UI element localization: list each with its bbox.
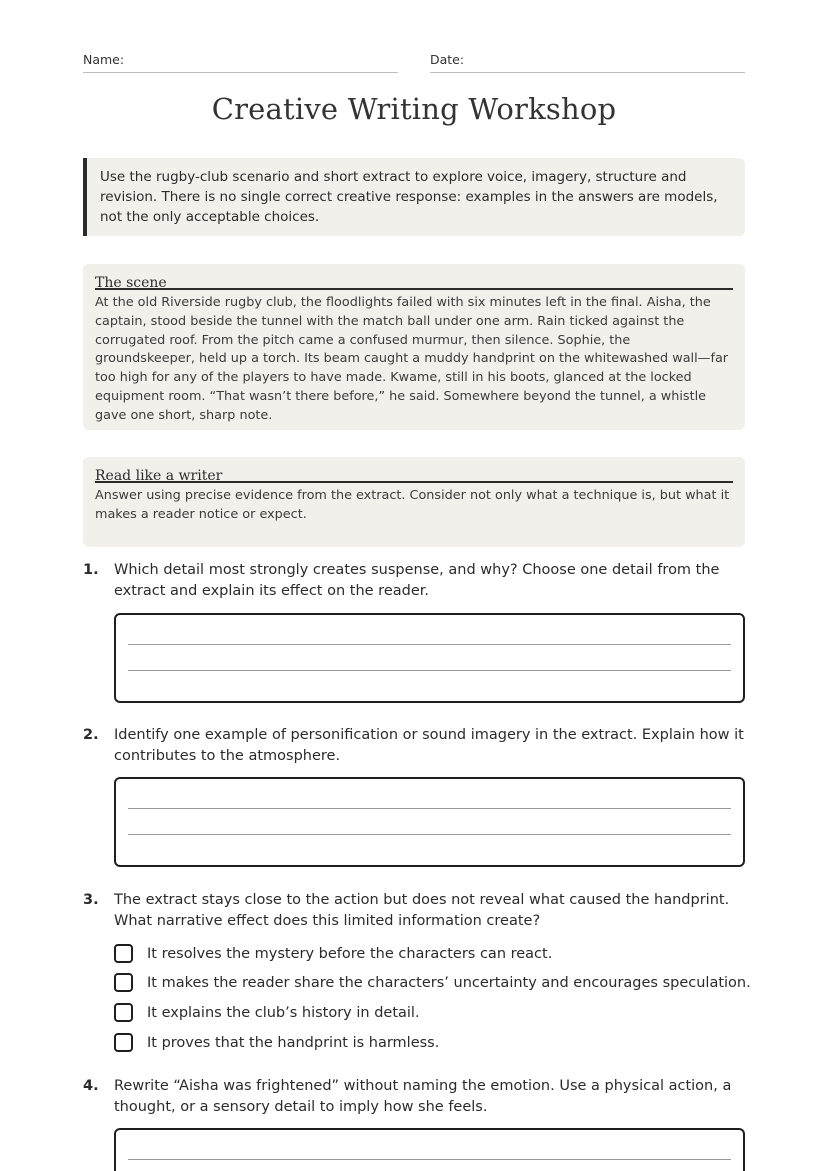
- scene-heading: The scene: [95, 264, 733, 290]
- answer-box[interactable]: [114, 613, 745, 703]
- option-checkbox[interactable]: [114, 944, 133, 963]
- page-title: Creative Writing Workshop: [211, 92, 617, 126]
- question-text: Identify one example of personification or sound imagery in the extract. Explain how it contributes to the atmosphere.: [114, 727, 744, 764]
- option-d[interactable]: [114, 1033, 745, 1057]
- answer-line: [128, 670, 731, 671]
- option-checkbox[interactable]: [114, 973, 133, 992]
- option-label: It resolves the mystery before the characters can react.: [147, 946, 553, 962]
- scene-panel: [83, 264, 745, 430]
- option-checkbox[interactable]: [114, 1033, 133, 1052]
- answer-line: [128, 808, 731, 809]
- read-heading: Read like a writer: [95, 457, 733, 483]
- answer-line: [128, 1159, 731, 1160]
- read-text: Answer using precise evidence from the extract. Consider not only what a technique is, but what it makes a reader notice or expect.: [95, 488, 730, 522]
- scene-text: At the old Riverside rugby club, the floodlights failed with six minutes left in the final. Aisha, the captain, stood beside the tunnel with the match ball under one arm. Rain ticked against the corrugated roof. From the pitch came a confused murmur, then silence. Sophie, the groundskeeper, held up a torch. Its beam caught a muddy handprint on the whitewashed wall—far too high for any of the players to have made. Kwame, still in his boots, glanced at the locked equipment room. “That wasn’t there before,” he said. Somewhere beyond the tunnel, a whistle gave one short, sharp note.: [95, 295, 729, 423]
- option-a[interactable]: [114, 944, 745, 968]
- question-text: Rewrite “Aisha was frightened” without naming the emotion. Use a physical action, a thought, or a sensory detail to imply how she feels.: [114, 1078, 732, 1115]
- option-b[interactable]: [114, 973, 751, 997]
- option-c[interactable]: [114, 1003, 745, 1027]
- name-label: Name:: [83, 52, 125, 67]
- option-checkbox[interactable]: [114, 1003, 133, 1022]
- question-number: 4.: [83, 1078, 99, 1094]
- answer-line: [128, 834, 731, 835]
- date-label: Date:: [430, 52, 465, 67]
- answer-box[interactable]: [114, 1128, 745, 1171]
- question-number: 3.: [83, 892, 99, 908]
- question-number: 2.: [83, 727, 99, 743]
- option-label: It makes the reader share the characters’ uncertainty and encourages speculation.: [147, 975, 751, 991]
- answer-line: [128, 644, 731, 645]
- question-text: Which detail most strongly creates suspense, and why? Choose one detail from the extract and explain its effect on the reader.: [114, 562, 720, 599]
- question-number: 1.: [83, 562, 99, 578]
- option-label: It explains the club’s history in detail.: [147, 1005, 420, 1021]
- name-field[interactable]: [83, 52, 398, 73]
- intro-callout: Use the rugby-club scenario and short extract to explore voice, imagery, structure and revision. There is no single correct creative response: examples in the answers are models, not the only acceptable choices.: [83, 158, 745, 236]
- option-label: It proves that the handprint is harmless.: [147, 1035, 440, 1051]
- answer-box[interactable]: [114, 777, 745, 867]
- date-field[interactable]: [430, 52, 745, 73]
- question-text: The extract stays close to the action but does not reveal what caused the handprint. What narrative effect does this limited information create?: [114, 892, 730, 929]
- read-panel: [83, 457, 745, 547]
